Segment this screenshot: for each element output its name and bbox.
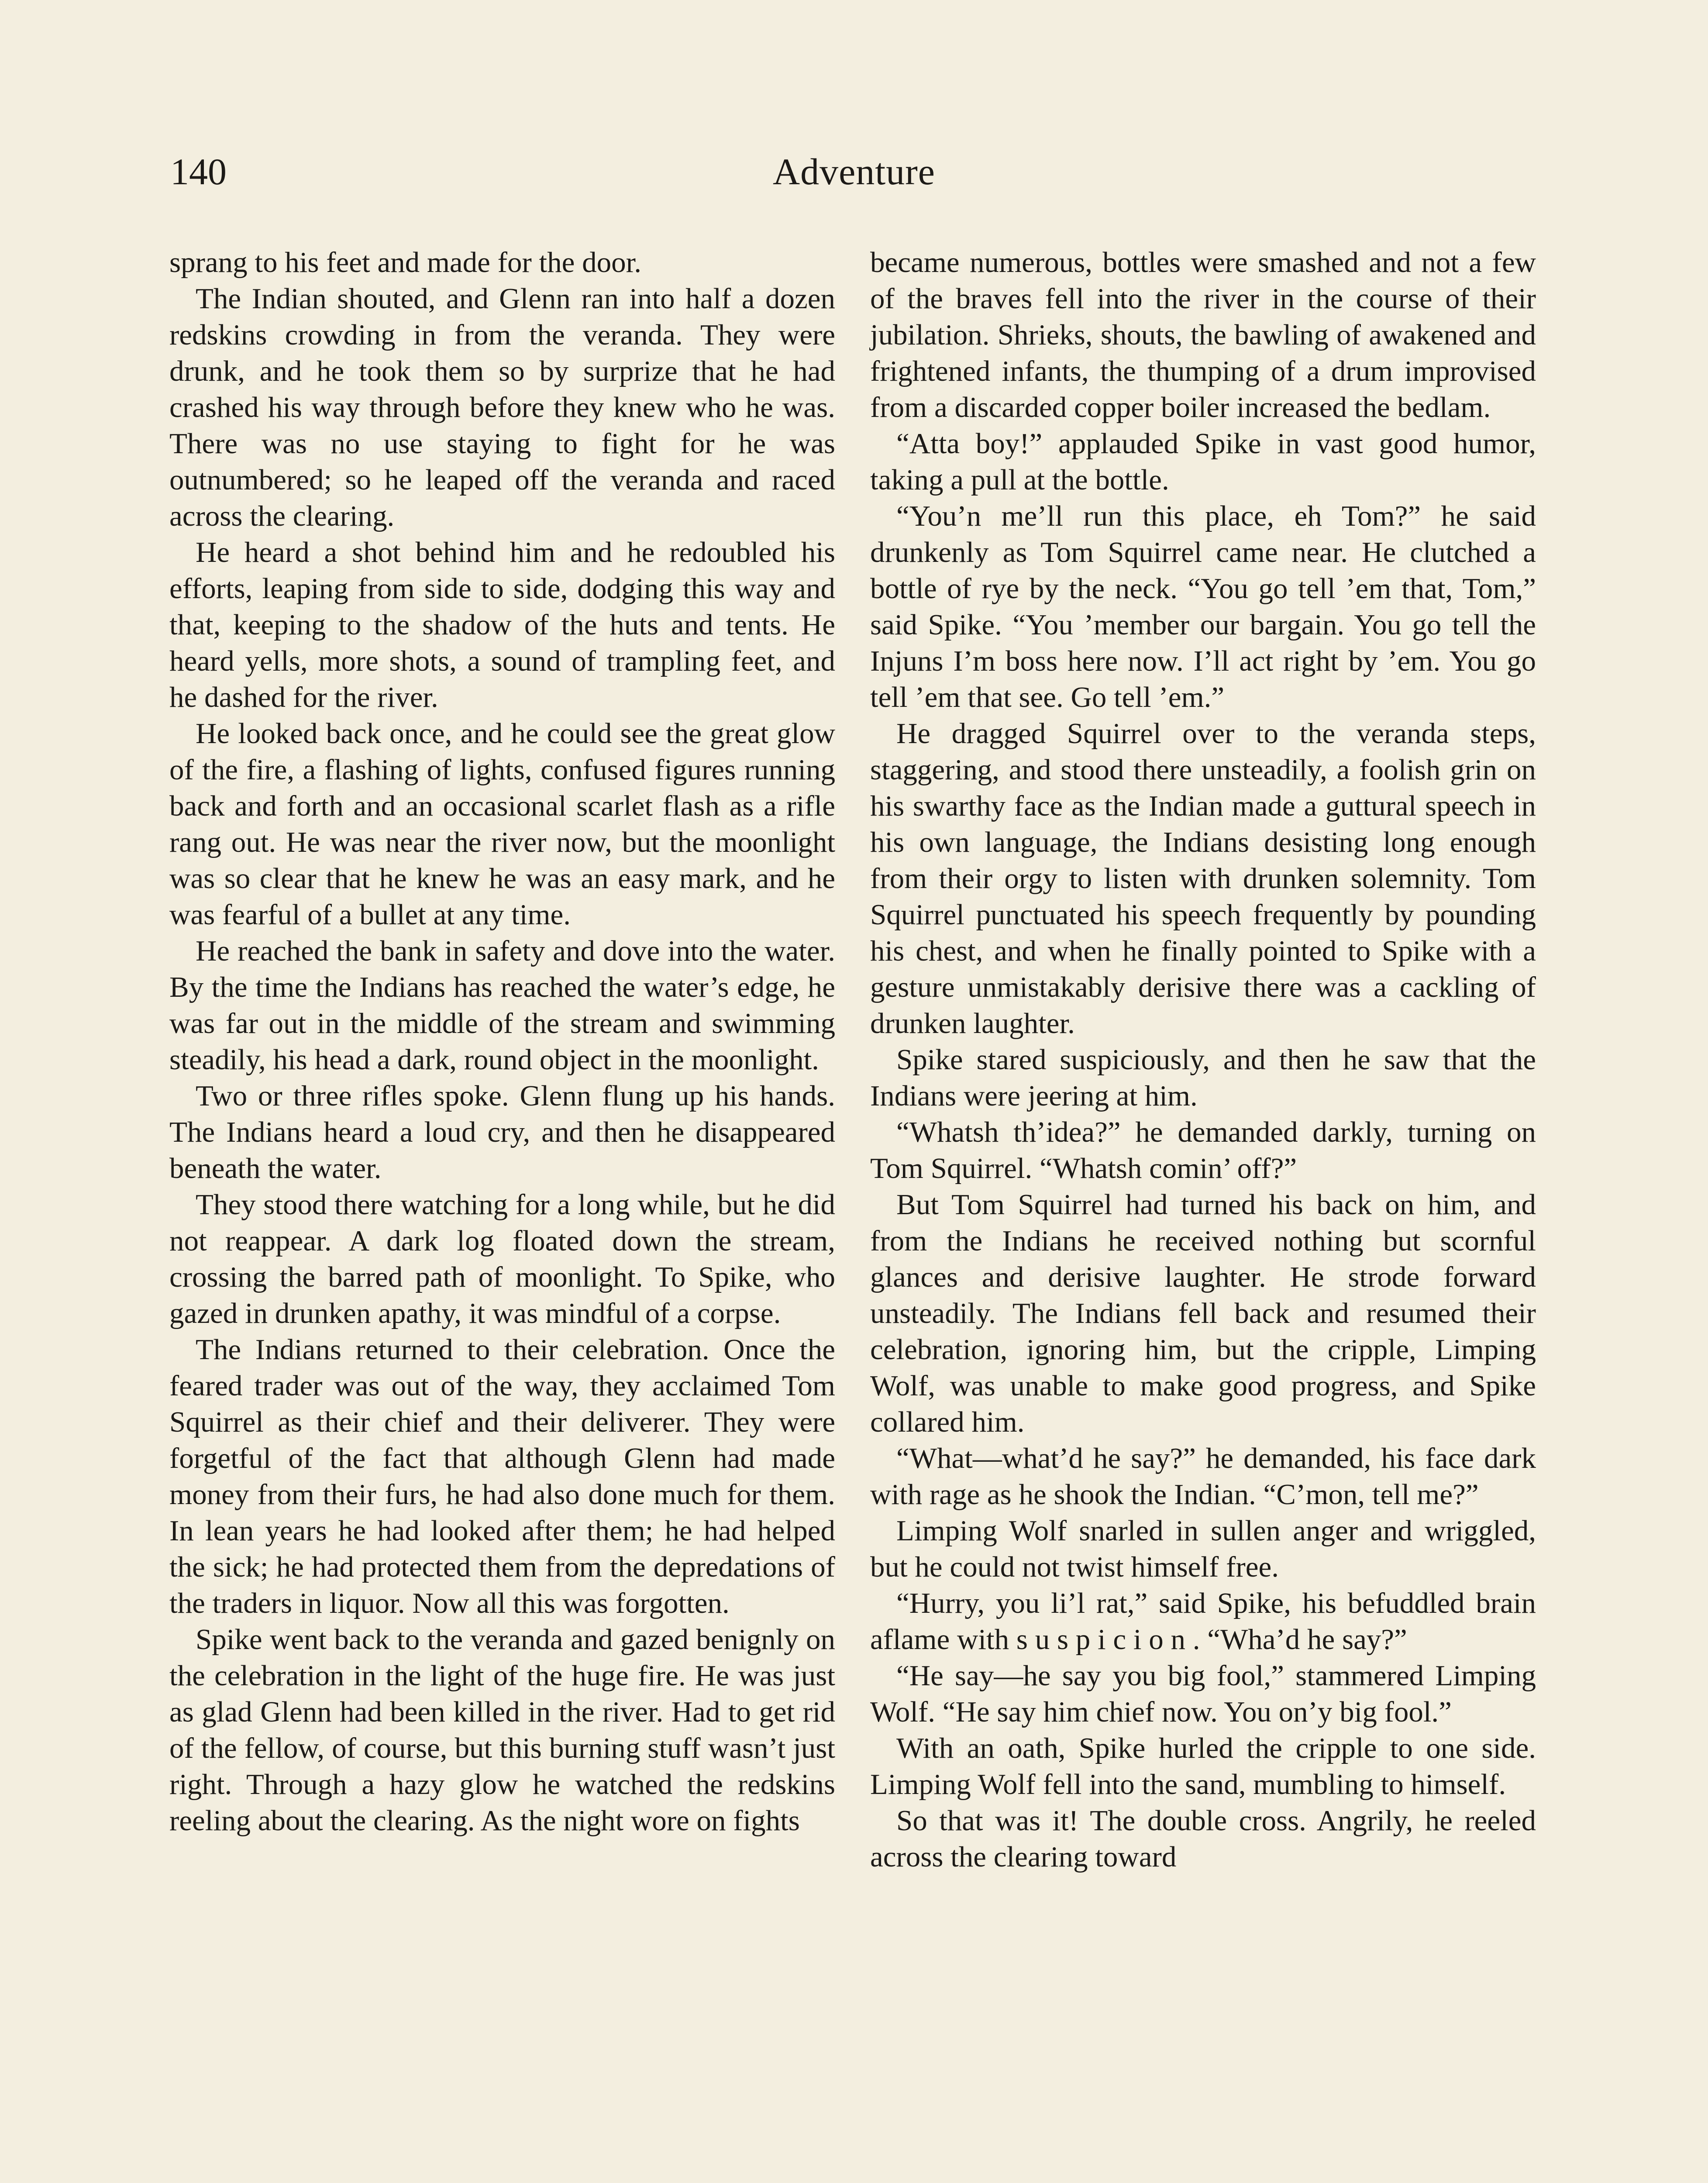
paragraph: became numerous, bottles were smashed and not a few of the braves fell into the river in the course of their jubilation. Shrieks, shouts, the bawling of awakened and frightened infants, the thumping of a drum improvised from a discarded copper boiler increased the bedlam. (870, 246, 1536, 424)
paragraph: He looked back once, and he could see the great glow of the fire, a flashing of lights, confused figures running back and forth and an occasional scarlet flash as a rifle rang out. He was near the river now, but the moonlight was so clear that he knew he was an easy mark, and he was fearful of a bullet at any time. (169, 717, 835, 931)
paragraph: “You’n me’ll run this place, eh Tom?” he said drunkenly as Tom Squirrel came near. He clutched a bottle of rye by the neck. “You go tell ’em that, Tom,” said Spike. “You ’member our bargain. You go tell the Injuns I’m boss here now. I’ll act right by ’em. You go tell ’em that see. Go tell ’em.” (870, 500, 1536, 713)
paragraph: Limping Wolf snarled in sullen anger and wriggled, but he could not twist himself free. (870, 1515, 1536, 1583)
paragraph: With an oath, Spike hurled the cripple to one side. Limping Wolf fell into the sand, mumbling to himself. (870, 1732, 1536, 1801)
paragraph: “Hurry, you li’l rat,” said Spike, his befuddled brain aflame with s u s p i c i o n . “Wha’d he say?” (870, 1587, 1536, 1656)
paragraph: The Indians returned to their celebration. Once the feared trader was out of the way, they acclaimed Tom Squirrel as their chief and their deliverer. They were forgetful of the fact that although Glenn had made money from their furs, he had also done much for them. In lean years he had looked after them; he had helped the sick; he had protected them from the depredations of the traders in liquor. Now all this was forgotten. (169, 1333, 835, 1619)
paragraph: He dragged Squirrel over to the veranda steps, staggering, and stood there unsteadily, a foolish grin on his swarthy face as the Indian made a guttural speech in his own language, the Indians desisting long enough from their orgy to listen with drunken solemnity. Tom Squirrel punctuated his speech frequently by pounding his chest, and when he finally pointed to Spike with a gesture unmistakably derisive there was a cackling of drunken laughter. (870, 717, 1536, 1040)
paragraph: They stood there watching for a long while, but he did not reappear. A dark log floated down the stream, crossing the barred path of moonlight. To Spike, who gazed in drunken apathy, it was mindful of a corpse. (169, 1188, 835, 1329)
paragraph: But Tom Squirrel had turned his back on him, and from the Indians he received nothing but scornful glances and derisive laughter. He strode forward unsteadily. The Indians fell back and resumed their celebration, ignoring him, but the cripple, Limping Wolf, was unable to make good progress, and Spike collared him. (870, 1188, 1536, 1438)
paragraph: Spike stared suspiciously, and then he saw that the Indians were jeering at him. (870, 1043, 1536, 1112)
paragraph: He reached the bank in safety and dove into the water. By the time the Indians has reached the water’s edge, he was far out in the middle of the stream and swimming steadily, his head a dark, round object in the moonlight. (169, 935, 835, 1076)
running-title: Adventure (773, 151, 935, 193)
right-column (870, 244, 1536, 1875)
paragraph: sprang to his feet and made for the door. (169, 246, 641, 279)
paragraph: So that was it! The double cross. Angrily, he reeled across the clearing toward (870, 1804, 1536, 1873)
paragraph: The Indian shouted, and Glenn ran into half a dozen redskins crowding in from the veranda. They were drunk, and he took them so by surprize that he had crashed his way through before they knew who he was. There was no use staying to fight for he was outnumbered; so he leaped off the veranda and raced across the clearing. (169, 282, 835, 532)
paragraph: He heard a shot behind him and he redoubled his efforts, leaping from side to side, dodging this way and that, keeping to the shadow of the huts and tents. He heard yells, more shots, a sound of trampling feet, and he dashed for the river. (169, 536, 835, 713)
page-number: 140 (170, 151, 227, 193)
left-column (169, 244, 835, 1839)
paragraph: “What—what’d he say?” he demanded, his face dark with rage as he shook the Indian. “C’mon, tell me?” (870, 1442, 1536, 1511)
paragraph: “Whatsh th’idea?” he demanded darkly, turning on Tom Squirrel. “Whatsh comin’ off?” (870, 1116, 1536, 1184)
paragraph: Spike went back to the veranda and gazed benignly on the celebration in the light of the huge fire. He was just as glad Glenn had been killed in the river. Had to get rid of the fellow, of course, but this burning stuff wasn’t just right. Through a hazy glow he watched the redskins reeling about the clearing. As the night wore on fights (169, 1623, 835, 1837)
paragraph: “Atta boy!” applauded Spike in vast good humor, taking a pull at the bottle. (870, 427, 1536, 496)
paragraph: “He say—he say you big fool,” stammered Limping Wolf. “He say him chief now. You on’y big fool.” (870, 1660, 1536, 1728)
paragraph: Two or three rifles spoke. Glenn flung up his hands. The Indians heard a loud cry, and then he disappeared beneath the water. (169, 1080, 835, 1184)
